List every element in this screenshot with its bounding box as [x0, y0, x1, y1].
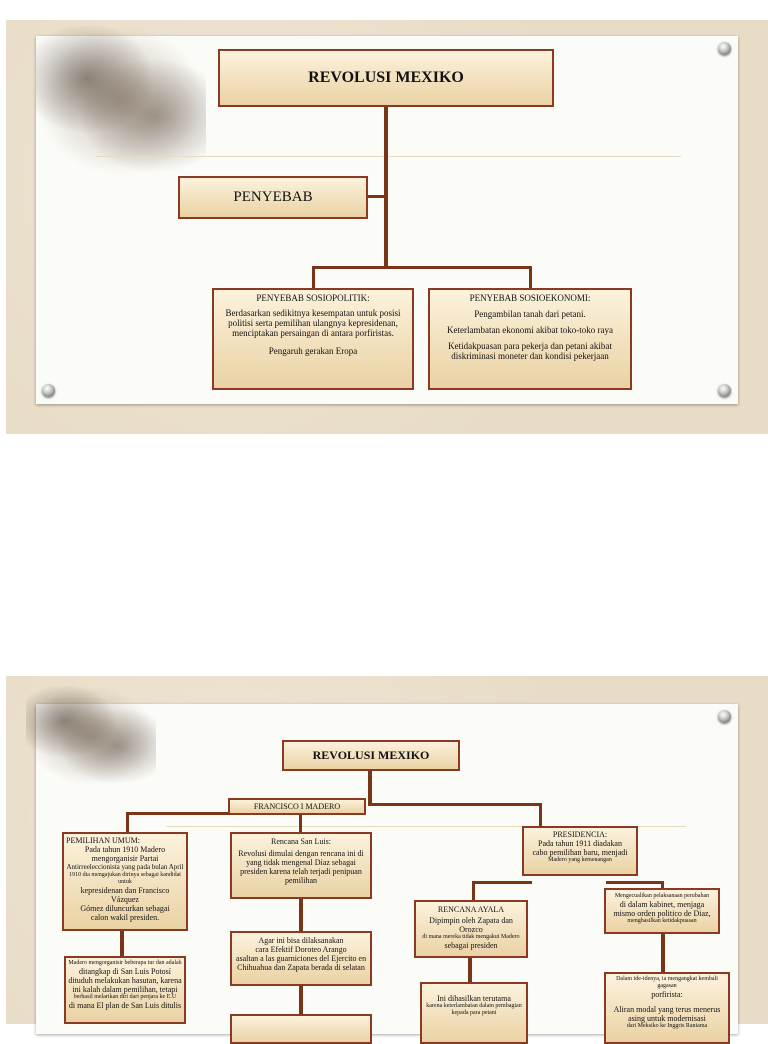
election-box — [62, 832, 188, 931]
connector-line — [120, 930, 124, 958]
ideas-text: Aliran modal yang terus menerus — [613, 1005, 721, 1014]
socioeconomic-point: Keterlambatan ekonomi akibat toko-toko raya — [447, 325, 613, 335]
ayala-text: di mana mereka tidak mengakui Madero — [422, 934, 520, 940]
election-text: mengorganisir Partai — [91, 854, 159, 863]
presidency-text: Madero yang kemenangan — [548, 857, 612, 863]
cabinet-text: Mengecualikan pelaksanaan perubahan — [614, 893, 710, 899]
ideas-text: asing untuk modernisasi — [628, 1014, 706, 1023]
presidency-heading: PRESIDENCIA: — [552, 830, 608, 839]
ideas-box — [604, 972, 730, 1044]
election-detail-text: Madero mengorganisir beberapa tur dan adalah — [68, 960, 182, 966]
madero-photo — [26, 686, 156, 786]
connector-line — [384, 106, 388, 269]
election-text: 1910 dia mengajukan dirinya sebagai kandidat untuk — [69, 872, 181, 885]
election-text: Antirreeleccionista yang pada bulan April — [66, 863, 184, 871]
pin-icon — [42, 384, 55, 397]
presidency-text: Pada tahun 1911 diadakan — [538, 839, 622, 848]
cause-label: PENYEBAB — [233, 189, 313, 205]
san-luis-text: presiden karena telah terjadi penipuan — [240, 867, 362, 876]
ideas-text: porfirista: — [651, 990, 683, 999]
san-luis-text: yang tidak mengenal Díaz sebagai — [246, 858, 356, 867]
sociopolitical-heading: PENYEBAB SOSIOPOLITIK: — [256, 293, 370, 303]
cabinet-text: di dalam kabinet, menjaga — [619, 900, 705, 909]
slide-2 — [6, 676, 768, 1029]
san-luis-detail-text: cara Efektif Doroteo Arango — [255, 945, 347, 954]
presidency-text: cabo pemilihan baru, menjadi — [532, 848, 628, 857]
san-luis-plan-box — [230, 832, 372, 899]
pin-icon — [718, 42, 731, 55]
ayala-detail-text: kepada para petani — [451, 1010, 497, 1016]
san-luis-text: Revolusi dimulai dengan rencana ini di — [238, 849, 364, 858]
connector-line — [661, 932, 665, 974]
ayala-detail-text: karena keterlambatan dalam pembagian — [426, 1003, 522, 1009]
connector-line — [606, 881, 664, 884]
revolution-title: REVOLUSI MEXIKO — [312, 748, 430, 762]
sociopolitical-point: Pengaruh gerakan Eropa — [268, 346, 358, 356]
ayala-heading: RENCANA AYALA — [437, 905, 505, 914]
socioeconomic-point: Ketidakpuasan para pekerja dan petani akibat diskriminasi moneter dan kondisi pekerjaan — [448, 341, 612, 361]
revolution-title: REVOLUSI MEXIKO — [308, 69, 464, 86]
ayala-detail-box — [420, 982, 528, 1044]
election-detail-box — [64, 956, 186, 1024]
connector-line — [299, 986, 303, 1016]
election-text: kepresidenan dan Francisco Vázquez — [80, 886, 170, 904]
madero-box — [228, 798, 366, 815]
san-luis-detail-text: Agar ini bisa dilaksanakan — [258, 936, 344, 945]
cause-box — [178, 176, 368, 219]
connector-line — [312, 266, 315, 290]
san-luis-detail-text: asaltan a las guarniciones del Ejercito en — [235, 954, 367, 963]
pin-icon — [718, 710, 731, 723]
revolutionaries-photo — [36, 26, 206, 176]
connector-line — [312, 266, 532, 269]
presidency-box — [522, 826, 638, 876]
election-detail-text: berhasil melarikan diri dari penjara ke E.U — [73, 994, 177, 1000]
revolution-title-box — [218, 49, 554, 107]
ideas-text: dari Meksiko ke Inggris Raniama — [626, 1023, 708, 1029]
connector-line — [366, 195, 386, 198]
connector-line — [368, 803, 542, 806]
cabinet-text: mismo orden politico de Diaz, — [613, 909, 711, 918]
next-step-box — [230, 1014, 372, 1044]
madero-label: FRANCISCO I MADERO — [253, 802, 341, 811]
election-text: calon wakil presiden. — [90, 913, 160, 922]
san-luis-heading: Rencana San Luis: — [271, 837, 331, 846]
socioeconomic-point: Pengambilan tanah dari petani. — [474, 309, 586, 319]
connector-line — [539, 803, 542, 827]
connector-line — [126, 812, 230, 815]
cabinet-box — [604, 888, 720, 934]
election-heading: PEMILIHAN UMUM: — [66, 836, 140, 845]
connector-line — [472, 881, 532, 884]
connector-line — [299, 814, 302, 832]
ayala-text: sebagai presiden — [444, 941, 498, 950]
election-detail-text: ini kalah dalam pemilihan, tetapi — [72, 985, 178, 994]
divider-line — [96, 156, 681, 157]
connector-line — [126, 812, 129, 832]
election-text: Pada tahun 1910 Madero — [84, 845, 166, 854]
ayala-detail-text: Ini dihasilkan terutama — [437, 994, 511, 1003]
cabinet-text: menghasilkan ketidakpuasan — [627, 918, 697, 924]
connector-line — [299, 898, 303, 932]
ayala-plan-box — [414, 900, 528, 958]
election-text: Gómez diluncurkan sebagai — [80, 904, 170, 913]
sociopolitical-box — [212, 288, 414, 390]
socioeconomic-box — [428, 288, 632, 390]
socioeconomic-heading: PENYEBAB SOSIOEKONOMI: — [469, 293, 591, 303]
connector-line — [472, 881, 475, 901]
san-luis-detail-text: Chihuahua dan Zapata berada di selatan — [237, 963, 365, 972]
san-luis-detail-box — [230, 931, 372, 986]
connector-line — [529, 266, 532, 290]
san-luis-text: pemilihan — [285, 876, 317, 885]
election-detail-text: di mana El plan de San Luis ditulis — [68, 1001, 182, 1010]
revolution-title-box — [282, 740, 460, 771]
connector-line — [368, 770, 372, 806]
pin-icon — [718, 384, 731, 397]
slide-1 — [6, 20, 768, 434]
sociopolitical-point: Berdasarkan sedikitnya kesempatan untuk posisi politisi serta pemilihan ulangnya kepresidenan, menciptakan persaingan di antara porfiristas. — [225, 308, 401, 338]
election-detail-text: dituduh melakukan hasutan, karena — [68, 976, 182, 985]
ayala-text: Dipimpin oleh Zapata dan Orozco — [429, 916, 513, 934]
ideas-text: Dalam ide-idenya, ia mengangkat kembali gagasan — [616, 976, 718, 989]
election-detail-text: ditangkap di San Luis Potosí — [79, 967, 171, 976]
